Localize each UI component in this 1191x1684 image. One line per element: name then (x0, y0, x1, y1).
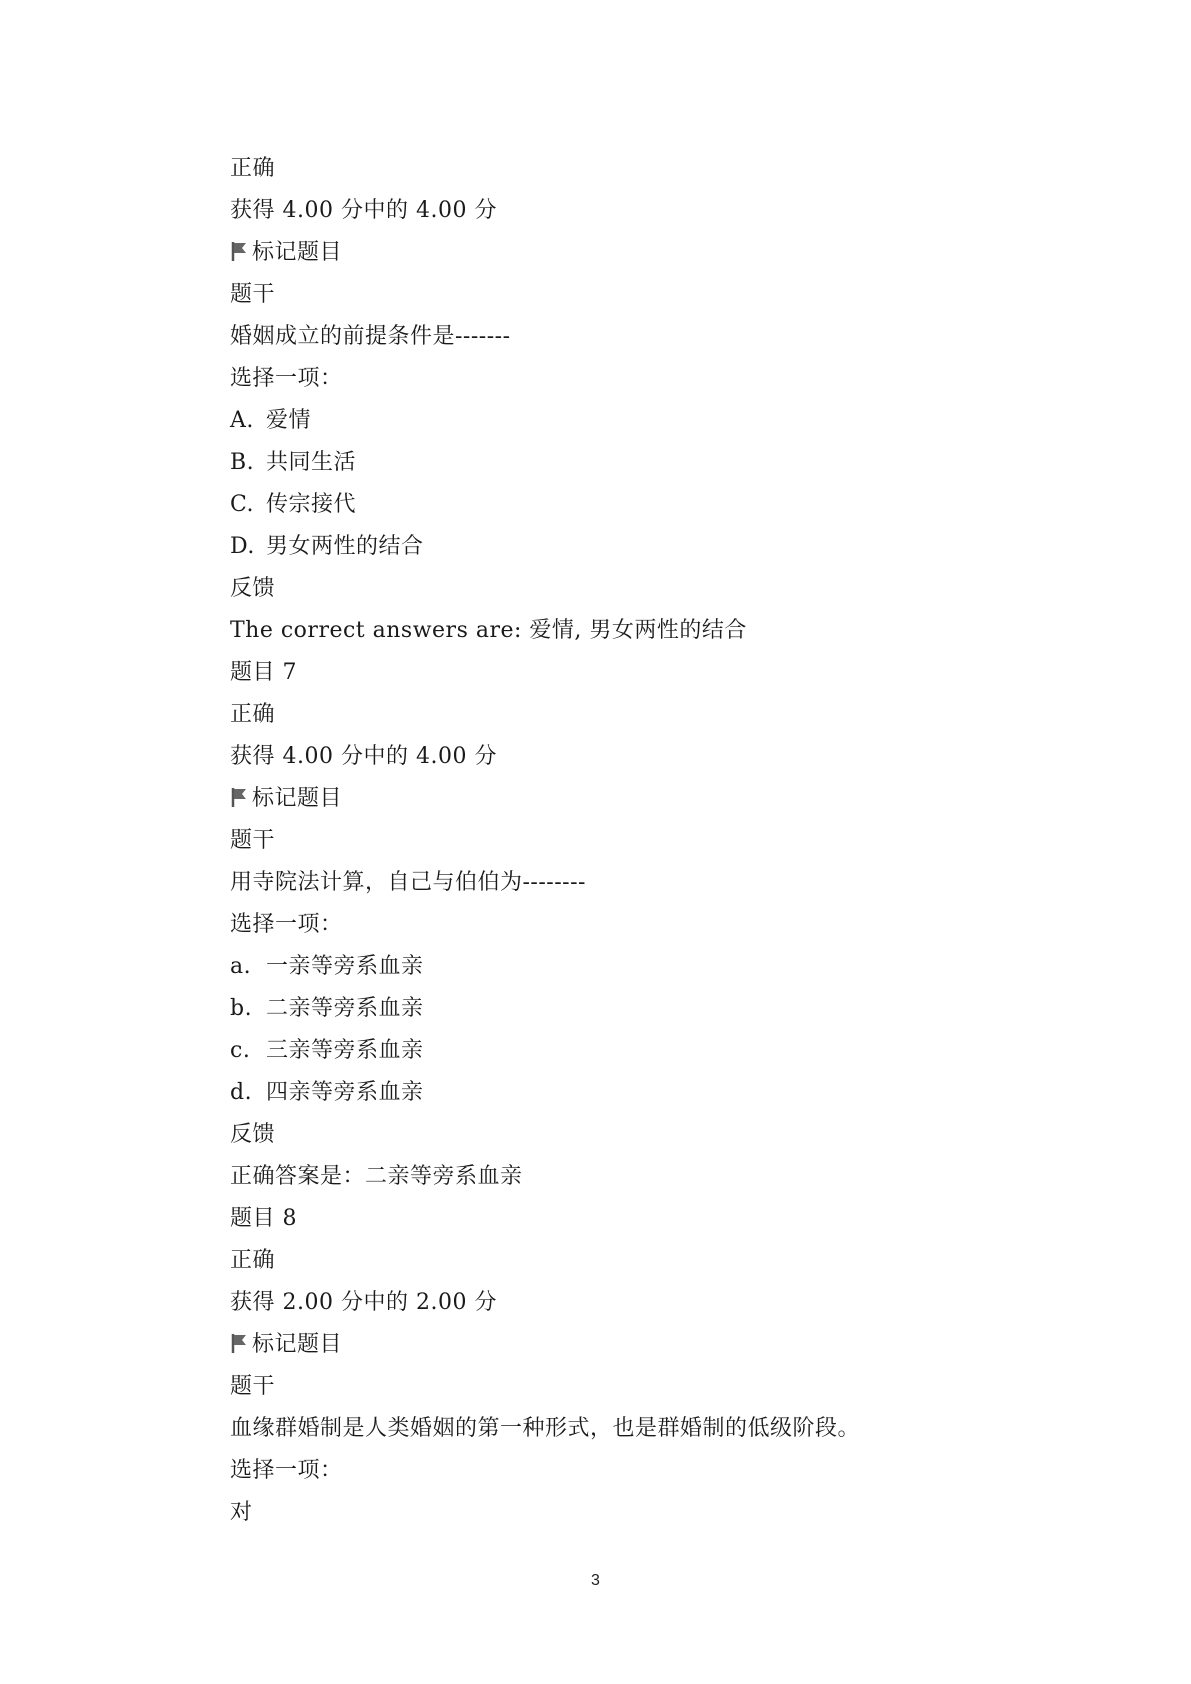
flag-icon (230, 1332, 250, 1354)
option-a[interactable] (230, 400, 1110, 442)
flag-question-link[interactable] (230, 778, 1110, 820)
option-d[interactable] (230, 526, 1110, 568)
status-text: 正确 (230, 1248, 276, 1273)
option-d[interactable] (230, 1072, 1110, 1114)
page-number: 3 (591, 1572, 600, 1589)
flag-question-link[interactable] (230, 232, 1110, 274)
feedback-label: 反馈 (230, 576, 276, 601)
option-text: 四亲等旁系血亲 (266, 1080, 424, 1105)
option-a[interactable] (230, 946, 1110, 988)
question-text: 用寺院法计算，自己与伯伯为-------- (230, 870, 586, 895)
stem-label: 题干 (230, 1374, 276, 1399)
option-text: 男女两性的结合 (266, 534, 424, 559)
option-letter: b. (230, 996, 253, 1021)
option-b[interactable] (230, 442, 1110, 484)
option-letter: d. (230, 1080, 253, 1105)
option-letter: D. (230, 534, 255, 559)
option-letter: a. (230, 954, 252, 979)
option-c[interactable] (230, 1030, 1110, 1072)
option-letter: c. (230, 1038, 251, 1063)
question-text: 婚姻成立的前提条件是------- (230, 324, 511, 349)
option-text: 传宗接代 (266, 492, 357, 517)
feedback-text: The correct answers are: 爱情, 男女两性的结合 (230, 618, 747, 643)
option-text: 共同生活 (266, 450, 357, 475)
flag-icon (230, 240, 250, 262)
option-b[interactable] (230, 988, 1110, 1030)
option-letter: B. (230, 450, 255, 475)
choose-label: 选择一项： (230, 912, 343, 937)
stem-label: 题干 (230, 828, 276, 853)
status-text: 正确 (230, 156, 276, 181)
stem-label: 题干 (230, 282, 276, 307)
choose-label: 选择一项： (230, 366, 343, 391)
option-letter: A. (230, 408, 254, 433)
option-text: 对 (230, 1500, 253, 1525)
option-true[interactable] (230, 1492, 1110, 1534)
flag-icon (230, 786, 250, 808)
document-page (230, 148, 1110, 1534)
option-text: 三亲等旁系血亲 (266, 1038, 424, 1063)
score-text: 获得 4.00 分中的 4.00 分 (230, 744, 497, 769)
option-text: 一亲等旁系血亲 (266, 954, 424, 979)
option-c[interactable] (230, 484, 1110, 526)
question-title: 题目 8 (230, 1206, 297, 1231)
feedback-label: 反馈 (230, 1122, 276, 1147)
score-text: 获得 4.00 分中的 4.00 分 (230, 198, 497, 223)
flag-label: 标记题目 (252, 240, 343, 265)
flag-label: 标记题目 (252, 786, 343, 811)
option-letter: C. (230, 492, 255, 517)
flag-question-link[interactable] (230, 1324, 1110, 1366)
choose-label: 选择一项： (230, 1458, 343, 1483)
status-text: 正确 (230, 702, 276, 727)
question-text: 血缘群婚制是人类婚姻的第一种形式，也是群婚制的低级阶段。 (230, 1416, 861, 1441)
option-text: 二亲等旁系血亲 (266, 996, 424, 1021)
question-title: 题目 7 (230, 660, 297, 685)
score-text: 获得 2.00 分中的 2.00 分 (230, 1290, 497, 1315)
feedback-text: 正确答案是：二亲等旁系血亲 (230, 1164, 523, 1189)
option-text: 爱情 (266, 408, 312, 433)
flag-label: 标记题目 (252, 1332, 343, 1357)
